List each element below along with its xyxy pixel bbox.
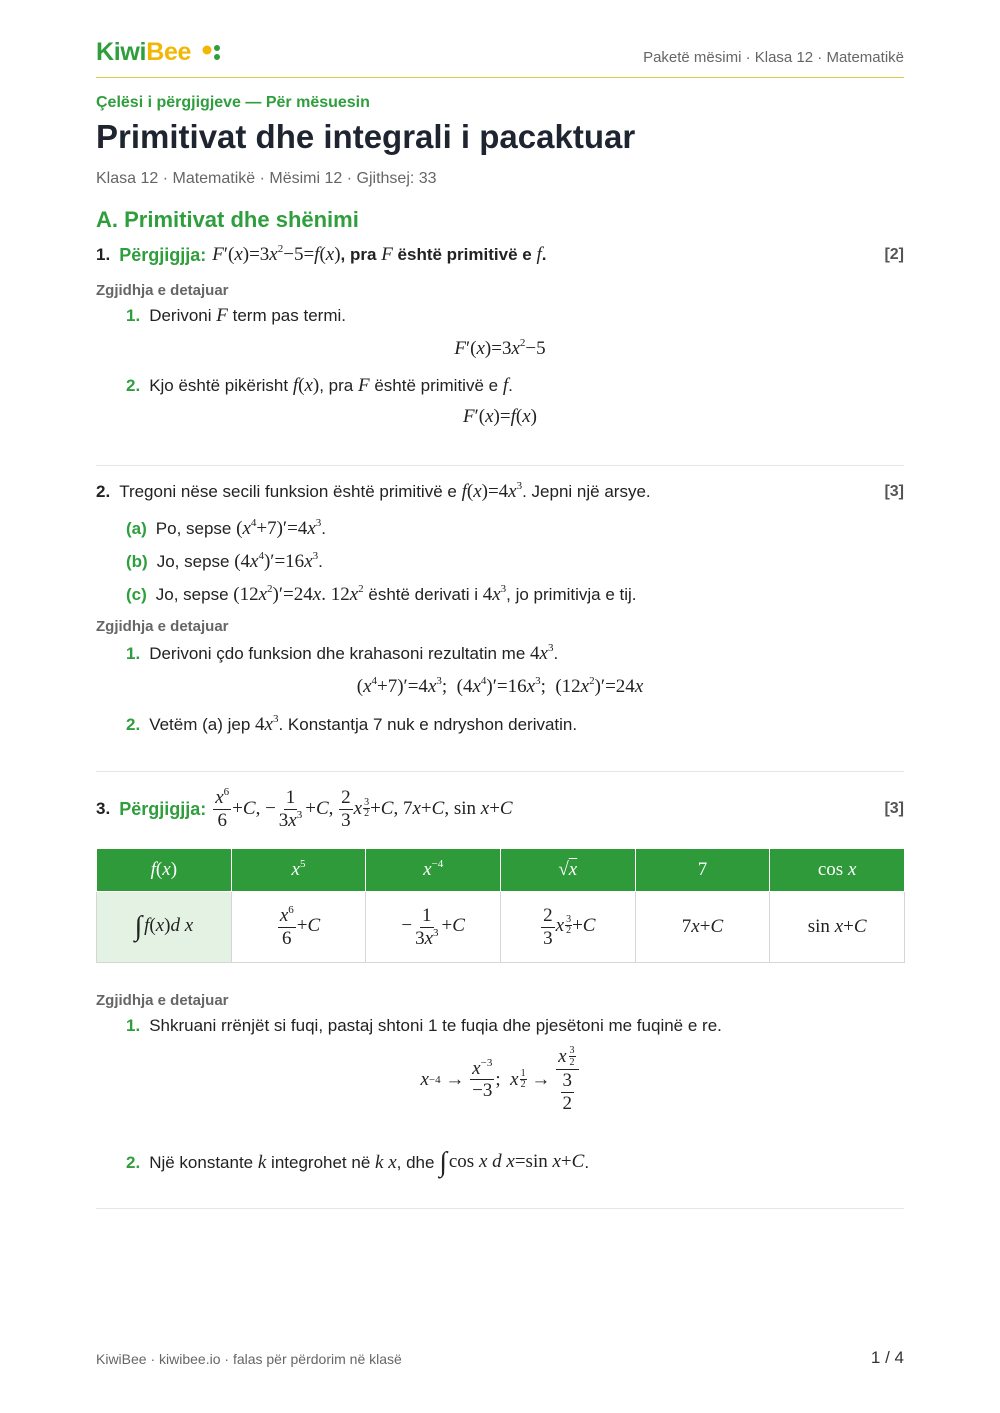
question-number: 3. bbox=[96, 799, 111, 819]
table-header-cell: $x^{-4}$ bbox=[366, 849, 501, 892]
math-expression: f(x) bbox=[292, 375, 320, 396]
math-expression: k x bbox=[375, 1152, 397, 1173]
math-expression: $4x^3$ bbox=[530, 641, 554, 664]
step-number: 1. bbox=[126, 1016, 141, 1035]
detail-heading: Zgjidhja e detajuar bbox=[96, 282, 229, 299]
footer-text: KiwiBee · kiwibee.io · falas për përdorim në klasë bbox=[96, 1351, 402, 1367]
question-text: . Jepni një arsye. bbox=[522, 482, 651, 501]
option-text: është derivati i bbox=[368, 585, 478, 604]
table-row-head: ∫ f(x)d x bbox=[97, 892, 232, 963]
section-divider bbox=[96, 1208, 904, 1209]
logo-dots-icon bbox=[200, 43, 224, 63]
page-header bbox=[96, 36, 904, 78]
step-text: Kjo është pikërisht bbox=[149, 376, 289, 395]
table-header-row bbox=[97, 849, 905, 892]
solution-step: 1. Derivoni çdo funksion dhe krahasoni rezultatin me $4x^3$ . bbox=[126, 641, 559, 664]
logo-kiwi-text: Kiwi bbox=[96, 38, 147, 66]
step-number: 2. bbox=[126, 715, 141, 734]
math-expression: F bbox=[357, 375, 370, 396]
primitives-table bbox=[96, 848, 905, 963]
answer-key-kicker: Çelësi i përgjigjeve — Për mësuesin bbox=[96, 94, 370, 111]
step-text: Vetëm (a) jep bbox=[149, 715, 251, 734]
table-cell: 7x+C bbox=[635, 892, 770, 963]
option-label: (c) bbox=[126, 585, 147, 604]
display-math: F′(x)=f(x) bbox=[463, 406, 537, 427]
page-number: 1 / 4 bbox=[870, 1348, 904, 1367]
math-expression: $(4x^4)'=16x^3$ bbox=[234, 549, 319, 572]
display-math: $F'(x)=3x^2-5$ bbox=[454, 336, 546, 359]
option-b: (b) Jo, sepse $(4x^4)'=16x^3$ . bbox=[126, 549, 323, 572]
math-expression: f bbox=[536, 244, 542, 265]
question-number: 2. bbox=[96, 482, 111, 501]
table-cell: sin x+C bbox=[770, 892, 905, 963]
step-number: 2. bbox=[126, 376, 141, 395]
logo-bee-text: Bee bbox=[146, 38, 192, 66]
table-cell: − $\frac{1}{3x^3}$ +C bbox=[366, 892, 501, 963]
step-text: . Konstantja 7 nuk e ndryshon derivatin. bbox=[278, 715, 578, 734]
option-text: , jo primitivja e tij. bbox=[506, 585, 637, 604]
math-expression: f bbox=[502, 375, 509, 396]
answer-text: është primitivë e bbox=[397, 245, 532, 264]
option-a: (a) Po, sepse $(x^4+7)'=4x^3$ . bbox=[126, 516, 326, 539]
step-text: term pas termi. bbox=[232, 306, 346, 325]
table-header-cell: √x bbox=[500, 849, 635, 892]
solution-step bbox=[126, 305, 346, 327]
question-number: 1. bbox=[96, 245, 111, 264]
points-badge: [3] bbox=[884, 800, 904, 818]
solution-step: 2. Një konstante k integrohet në k x , dhe ∫ cos x d x=sin x+C . bbox=[126, 1147, 590, 1178]
table-header-cell: 7 bbox=[635, 849, 770, 892]
answer-label: Përgjigjja: bbox=[119, 798, 207, 819]
step-text: , dhe bbox=[396, 1153, 435, 1172]
option-text: Jo, sepse bbox=[155, 585, 229, 604]
question-3 bbox=[96, 785, 904, 831]
table-row bbox=[97, 892, 905, 963]
math-expression: k bbox=[257, 1152, 267, 1173]
header-course-info: Paketë mësimi · Klasa 12 · Matematikë bbox=[643, 49, 904, 66]
math-expression: $F'(x)=3x^2-5=f(x)$ bbox=[212, 242, 341, 265]
solution-step bbox=[126, 1016, 722, 1036]
table-cell: $\frac{2}{3}$ x $\frac{3}{2}$ +C bbox=[500, 892, 635, 963]
step-text: është primitivë e bbox=[374, 376, 499, 395]
table-header-cell: $x^5$ bbox=[231, 849, 366, 892]
step-text: Shkruani rrënjët si fuqi, pastaj shtoni 1 te fuqia dhe pjesëtoni me fuqinë e re. bbox=[149, 1016, 722, 1035]
step-number: 1. bbox=[126, 306, 141, 325]
points-badge: [2] bbox=[884, 246, 904, 263]
math-expression: $(x^4+7)'=4x^3$ bbox=[236, 516, 322, 539]
math-expression: ∫ cos x d x=sin x+C bbox=[439, 1147, 585, 1178]
step-text: Një konstante bbox=[149, 1153, 254, 1172]
math-expression: $\frac{x^6}{6}$ +C, − $\frac{1}{3x^3}$ +C, $\frac{2}{3}$ x $\frac{3}{2}$ +C, 7x+C, sin x+C bbox=[215, 785, 513, 831]
option-label: (b) bbox=[126, 552, 148, 571]
step-text: integrohet në bbox=[271, 1153, 371, 1172]
section-divider bbox=[96, 771, 904, 772]
page-title: Primitivat dhe integrali i pacaktuar bbox=[96, 118, 636, 155]
question-1: 1. Përgjigjja: $F'(x)=3x^2-5=f(x)$ , pra F është primitivë e f . [2] bbox=[96, 242, 904, 265]
question-text: Tregoni nëse secili funksion është primitivë e bbox=[119, 482, 457, 501]
step-number: 1. bbox=[126, 644, 141, 663]
answer-text: , pra bbox=[340, 245, 377, 264]
math-expression: $f(x)=4x^3$ bbox=[461, 479, 523, 502]
math-expression: F bbox=[216, 305, 228, 326]
section-divider bbox=[96, 465, 904, 466]
section-heading: A. Primitivat dhe shënimi bbox=[96, 207, 359, 232]
kiwibee-logo bbox=[96, 38, 191, 67]
table-header-cell: cos x bbox=[770, 849, 905, 892]
question-2 bbox=[96, 481, 904, 503]
option-label: (a) bbox=[126, 519, 147, 538]
points-badge: [3] bbox=[884, 483, 904, 500]
option-text: Po, sepse bbox=[155, 519, 232, 538]
step-text: , pra bbox=[319, 376, 354, 395]
table-header-cell: f(x) bbox=[97, 849, 232, 892]
detail-heading: Zgjidhja e detajuar bbox=[96, 992, 229, 1009]
math-expression: $4x^3$ bbox=[255, 712, 279, 735]
document-meta: Klasa 12 · Matematikë · Mësimi 12 · Gjithsej: 33 bbox=[96, 170, 437, 187]
answer-label: Përgjigjja: bbox=[119, 244, 207, 265]
step-text: Derivoni bbox=[149, 306, 212, 325]
option-c bbox=[126, 584, 637, 606]
math-expression: F bbox=[381, 244, 393, 265]
math-expression: $(12x^2)'=24x$. $12x^2$ bbox=[233, 582, 364, 605]
display-math: $(x^4+7)'=4x^3$; $(4x^4)'=16x^3$; $(12x^2)'=24x$ bbox=[356, 674, 644, 697]
detail-heading: Zgjidhja e detajuar bbox=[96, 618, 229, 635]
solution-step: 2. Kjo është pikërisht f(x) , pra F është primitivë e f . bbox=[126, 375, 513, 396]
table-cell: $\frac{x^6}{6}$ +C bbox=[231, 892, 366, 963]
display-math: x −4 → $\frac{x^{-3}}{-3}$ ; x 1 2 → x $\frac{3}{2}$ $\frac{3}{2}$ bbox=[96, 1046, 904, 1114]
option-text: Jo, sepse bbox=[156, 552, 230, 571]
step-number: 2. bbox=[126, 1153, 141, 1172]
math-expression: $4x^3$ bbox=[482, 582, 507, 605]
solution-step bbox=[126, 714, 577, 736]
step-text: Derivoni çdo funksion dhe krahasoni rezultatin me bbox=[149, 644, 526, 663]
